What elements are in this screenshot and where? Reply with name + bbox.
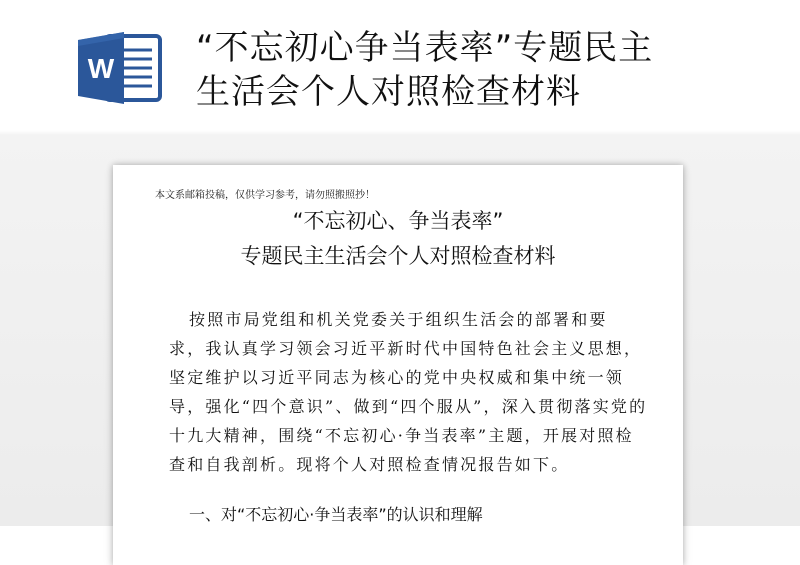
paragraph-line: 查和自我剖析。现将个人对照检查情况报告如下。 bbox=[169, 455, 570, 474]
paragraph-line: 求，我认真学习领会习近平新时代中国特色社会主义思想， bbox=[169, 339, 643, 358]
paragraph-line: 十九大精神，围绕“不忘初心·争当表率”主题，开展对照检 bbox=[169, 426, 634, 445]
paragraph-line: 导，强化“四个意识”、做到“四个服从”，深入贯彻落实党的 bbox=[169, 397, 648, 416]
word-icon-letter: W bbox=[87, 53, 115, 84]
section-heading: 一、对“不忘初心·争当表率”的认识和理解 bbox=[189, 505, 483, 524]
page-title bbox=[196, 26, 776, 114]
document-paragraph bbox=[169, 305, 649, 479]
paragraph-line: 按照市局党组和机关党委关于组织生活会的部署和要 bbox=[189, 310, 608, 329]
page-title-line: “不忘初心争当表率”专题民主 bbox=[196, 28, 654, 68]
paragraph-line: 坚定维护以习近平同志为核心的党中央权威和集中统一领 bbox=[169, 368, 625, 387]
submission-notice: 本文系邮箱投稿，仅供学习参考，请勿照搬照抄！ bbox=[155, 190, 375, 201]
document-title-line1: “不忘初心、争当表率” bbox=[292, 209, 504, 233]
page-title-line: 生活会个人对照检查材料 bbox=[196, 72, 581, 112]
word-document-icon bbox=[76, 30, 166, 106]
document-page bbox=[113, 165, 683, 565]
document-title-line2: 专题民主生活会个人对照检查材料 bbox=[240, 244, 556, 268]
header-banner bbox=[0, 0, 800, 140]
